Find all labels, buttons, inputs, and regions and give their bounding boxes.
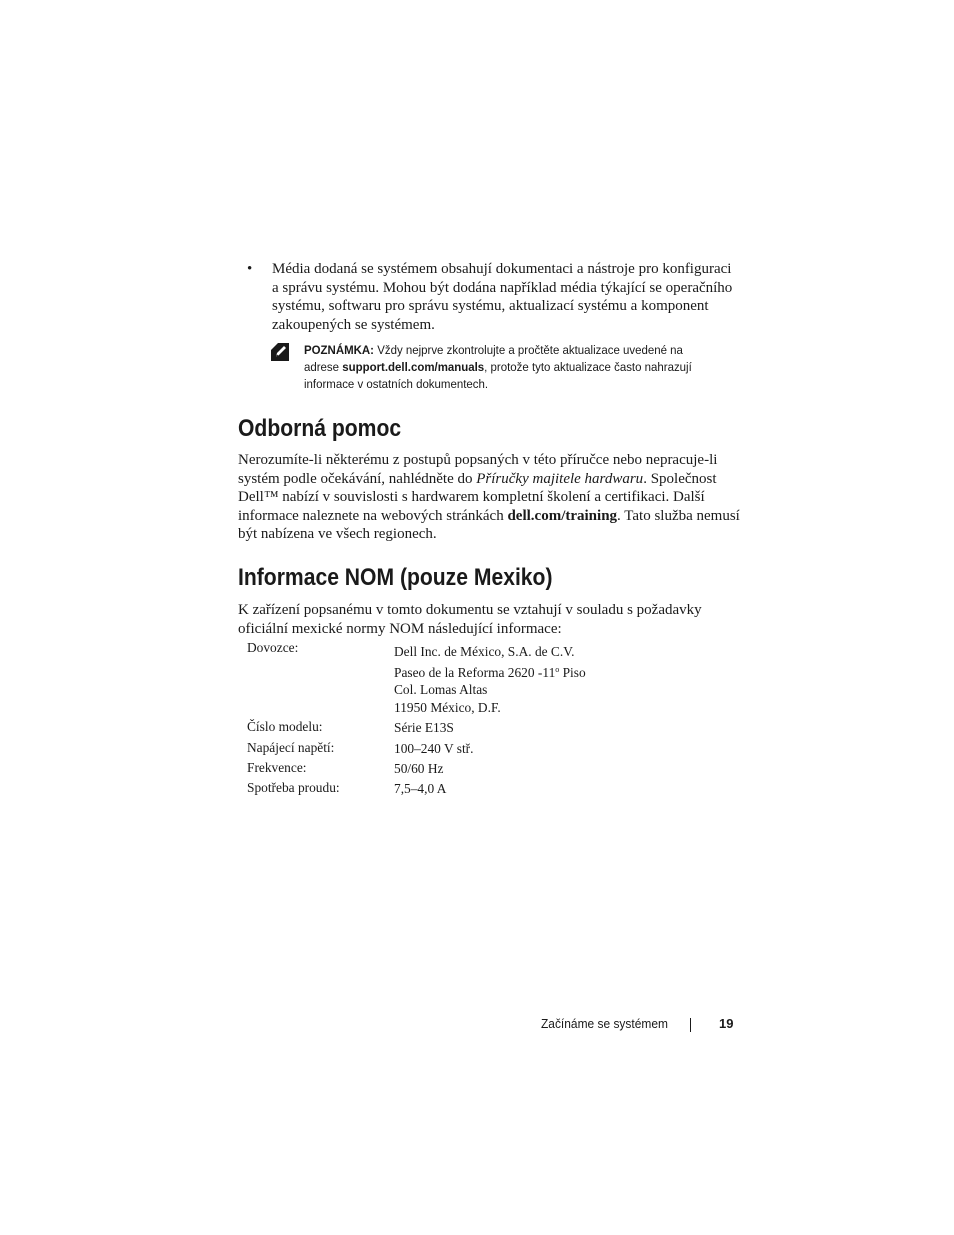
training-link[interactable]: dell.com/training <box>507 507 618 524</box>
nom-importer-address <box>394 643 586 716</box>
note-label: POZNÁMKA: <box>304 343 375 357</box>
address-line: 11950 México, D.F. <box>394 699 501 715</box>
nom-intro: K zařízení popsanému v tomto dokumentu se vztahují v souladu s požadavky oficiální mexické normy NOM následující informace: <box>238 602 702 637</box>
note-link[interactable]: support.dell.com/manuals <box>342 360 485 375</box>
footer-title: Začínáme se systémem <box>541 1016 668 1031</box>
note-text-before: Vždy nejprve zkontrolujte a pročtěte aktualizace uvedené na adrese <box>304 343 683 375</box>
address-line: Col. Lomas Altas <box>394 682 488 698</box>
nom-label: Napájecí napětí: <box>247 740 335 755</box>
pencil-note-icon <box>270 342 290 362</box>
nom-label: Frekvence: <box>247 760 307 775</box>
nom-value: 100–240 V stř. <box>394 741 474 756</box>
address-line: Paseo de la Reforma 2620 -11$^o$ Piso <box>394 664 586 680</box>
nom-value: 50/60 Hz <box>394 761 444 776</box>
nom-label: Spotřeba proudu: <box>247 780 340 795</box>
nom-value: 7,5–4,0 A <box>394 781 447 796</box>
expert-help-text-2: . Společnost Dell™ nabízí v souvislosti s hardwarem kompletní školení a certifikaci. Další informace naleznete na webových stránkách <box>238 470 717 524</box>
bullet-marker: • <box>247 261 253 277</box>
expert-help-paragraph <box>238 451 746 544</box>
address-line: Dell Inc. de México, S.A. de C.V. <box>394 644 575 659</box>
nom-label: Číslo modelu: <box>247 719 323 734</box>
page-number: 19 <box>719 1016 734 1031</box>
note-text-after: , protože tyto aktualizace často nahrazují informace v ostatních dokumentech. <box>304 360 692 392</box>
nom-label: Dovozce: <box>247 640 299 655</box>
note-text <box>304 342 718 394</box>
footer-separator <box>690 1018 691 1032</box>
expert-help-text-3: . Tato služba nemusí být nabízena ve všech regionech. <box>238 507 740 543</box>
expert-help-text-1: Nerozumíte-li některému z postupů popsaných v této příručce nebo nepracuje-li systém podle očekávání, nahlédněte do <box>238 452 718 487</box>
hardware-manual-title: Příručky majitele hardwaru <box>476 470 644 487</box>
section-heading-expert-help: Odborná pomoc <box>238 415 402 442</box>
bullet-text: Média dodaná se systémem obsahují dokumentaci a nástroje pro konfiguraci a správu systému. Mohou být dodána například média týkající se operačního systému, softwaru pro správu systému, aktualizací systému a komponent zakoupených se systémem. <box>272 261 733 333</box>
nom-value: Série E13S <box>394 720 454 735</box>
section-heading-nom: Informace NOM (pouze Mexiko) <box>238 564 553 591</box>
